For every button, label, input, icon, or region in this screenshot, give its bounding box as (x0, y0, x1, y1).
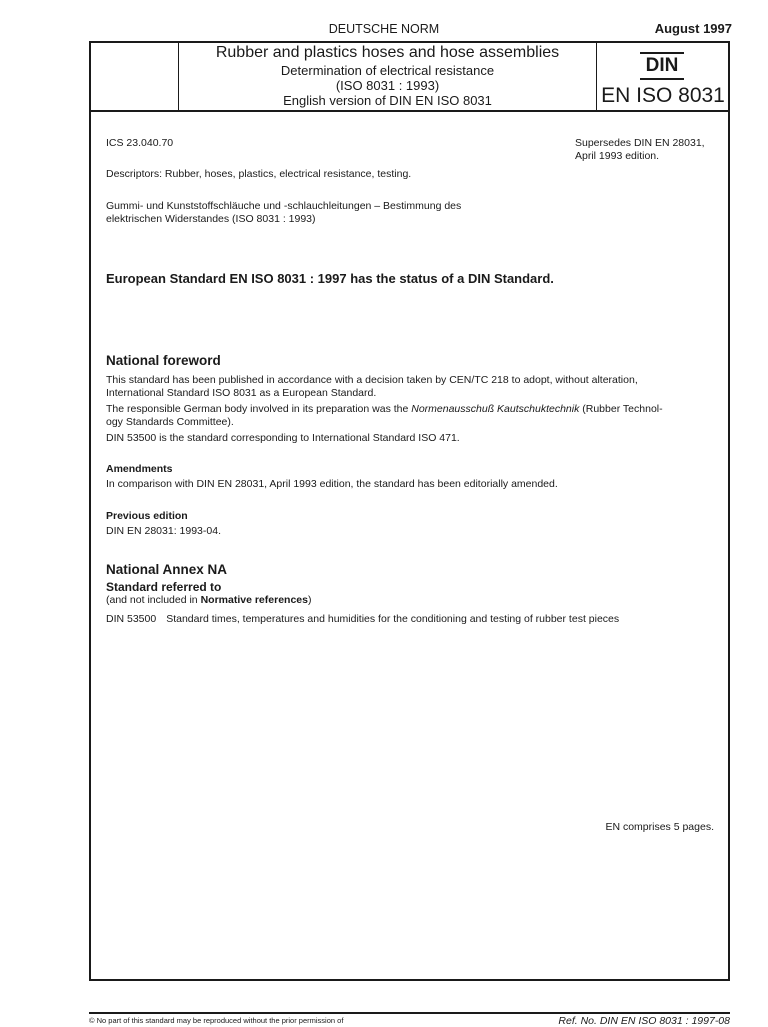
status-statement: European Standard EN ISO 8031 : 1997 has the status of a DIN Standard. (106, 271, 554, 286)
descriptors: Descriptors: Rubber, hoses, plastics, electrical resistance, testing. (106, 168, 412, 180)
annex-note-after: ) (307, 594, 312, 606)
previous-edition-heading: Previous edition (106, 510, 188, 522)
ics-code: ICS 23.040.70 (106, 137, 174, 149)
foreword-p1-line-2: International Standard ISO 8031 as a European Standard. (106, 386, 377, 399)
standard-referred-heading: Standard referred to (106, 580, 222, 594)
title-line-3: (ISO 8031 : 1993) (335, 78, 440, 93)
foreword-p2-committee: Normenausschuß Kautschuktechnik (411, 403, 580, 415)
title-box-left-cell (89, 41, 179, 112)
national-annex-heading: National Annex NA (106, 562, 228, 577)
reference-number: Ref. No. DIN EN ISO 8031 : 1997-08 (558, 1015, 730, 1027)
din-logo-top-bar (640, 52, 684, 54)
foreword-p3: DIN 53500 is the standard corresponding to International Standard ISO 471. (106, 432, 460, 444)
norm-label: DEUTSCHE NORM (328, 22, 440, 36)
german-title (106, 200, 461, 226)
annex-reference-code: DIN 53500 (106, 613, 157, 625)
foreword-p2-after: (Rubber Technol- (579, 403, 663, 415)
annex-reference-text: Standard times, temperatures and humidities for the conditioning and testing of rubber test pieces (166, 613, 620, 625)
title-line-1: Rubber and plastics hoses and hose assemblies (215, 44, 560, 61)
foreword-p2-line-2: ogy Standards Committee). (106, 415, 234, 428)
annex-note-before: (and not included in (106, 594, 201, 606)
previous-edition-text: DIN EN 28031: 1993-04. (106, 525, 221, 537)
annex-reference-row (106, 613, 619, 626)
din-logo (638, 52, 686, 80)
pages-note: EN comprises 5 pages. (605, 821, 714, 833)
amendments-heading: Amendments (106, 463, 173, 475)
supersedes-line-2: April 1993 edition. (575, 150, 660, 162)
footer-rule (89, 1012, 730, 1014)
title-line-4: English version of DIN EN ISO 8031 (283, 93, 492, 108)
supersedes-note (575, 137, 705, 163)
supersedes-line-1: Supersedes DIN EN 28031, (575, 137, 705, 149)
copyright-notice: © No part of this standard may be reproduced without the prior permission of (89, 1016, 344, 1025)
publication-date: August 1997 (654, 21, 732, 36)
title-line-2: Determination of electrical resistance (280, 63, 495, 78)
national-foreword-body (106, 374, 718, 445)
foreword-p1-line-1: This standard has been published in accordance with a decision taken by CEN/TC 218 to adopt, without alteration, (106, 374, 638, 386)
foreword-p2-before: The responsible German body involved in its preparation was the (106, 403, 412, 415)
german-title-line-1: Gummi- und Kunststoffschläuche und -schlauchleitungen – Bestimmung des (106, 200, 462, 212)
foreword-p2 (106, 403, 718, 416)
standard-number: EN ISO 8031 (601, 84, 725, 107)
din-logo-text: DIN (645, 55, 679, 76)
national-foreword-heading: National foreword (106, 353, 221, 368)
annex-note-bold: Normative references (200, 594, 308, 606)
annex-note (106, 594, 311, 607)
german-title-line-2: elektrischen Widerstandes (ISO 8031 : 1993) (106, 213, 316, 225)
amendments-text: In comparison with DIN EN 28031, April 1993 edition, the standard has been editorially amended. (106, 478, 558, 490)
din-logo-underline (640, 78, 684, 80)
